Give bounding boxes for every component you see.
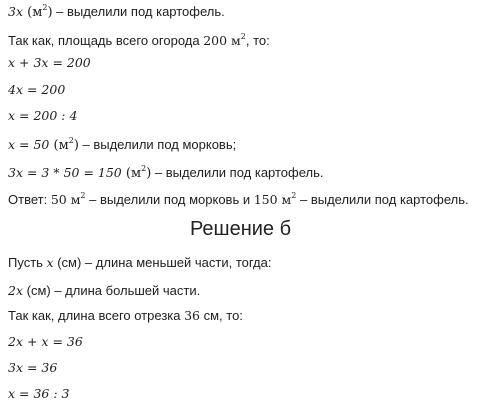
math-run: (м [23,5,43,20]
text-run: Так как, площадь всего огорода [8,33,204,48]
math-run: ) [73,138,79,153]
superscript: 2 [291,191,297,200]
superscript: 2 [68,136,74,145]
equation-line [8,334,83,350]
text-run: (см) – длина большей части. [23,283,201,298]
math-run: (м [121,166,142,181]
math-run: 200 м [203,33,241,48]
superscript: 2 [80,191,86,200]
math-run: (м [49,138,69,153]
math-run: 2x [8,283,24,298]
equation-line [8,55,91,71]
superscript: 2 [141,164,147,173]
text-line [8,29,270,49]
equation-line [8,0,225,21]
equation-line [8,161,324,182]
math-run: 3x = 36 [8,360,58,375]
math-run: x = 50 [8,137,50,152]
math-run: x [46,255,54,270]
math-run: x = 36 : 3 [8,386,70,401]
text-run: Ответ: [8,192,51,207]
text-run: – выделили под картофель. [52,4,225,19]
math-run: 150 м [253,192,292,207]
answer-line [8,188,469,208]
text-run: – выделили под картофель. [151,165,324,180]
text-run: – выделили под морковь и [85,192,254,207]
superscript: 2 [42,3,48,12]
equation-line [8,108,77,124]
math-run: ) [47,5,53,20]
math-run: x = 200 : 4 [8,108,78,123]
text-run: (см) – длина меньшей части, тогда: [53,255,272,270]
math-run: 50 м [50,192,81,207]
text-run: Пусть [8,255,47,270]
text-run: – выделили под картофель. [296,192,469,207]
text-run: см, то: [200,308,243,323]
text-line [8,283,200,299]
text-run: – выделили под морковь; [78,137,237,152]
equation-line [8,82,65,98]
math-run: 2x + x = 36 [8,334,83,349]
equation-line [8,360,57,376]
equation-line [8,133,236,154]
superscript: 2 [240,32,246,41]
math-run: ) [146,166,152,181]
math-run: 36 [184,308,200,323]
text-run: Так как, длина всего отрезка [8,308,185,323]
text-line [8,255,271,271]
text-line [8,308,243,324]
math-run: 3x = 3 * 50 = 150 [8,165,122,180]
math-run: x + 3x = 200 [8,55,91,70]
math-run: 3x [8,4,24,19]
text-run: , то: [245,33,270,48]
section-heading: Решение б [189,218,292,240]
math-run: 4x = 200 [8,82,66,97]
